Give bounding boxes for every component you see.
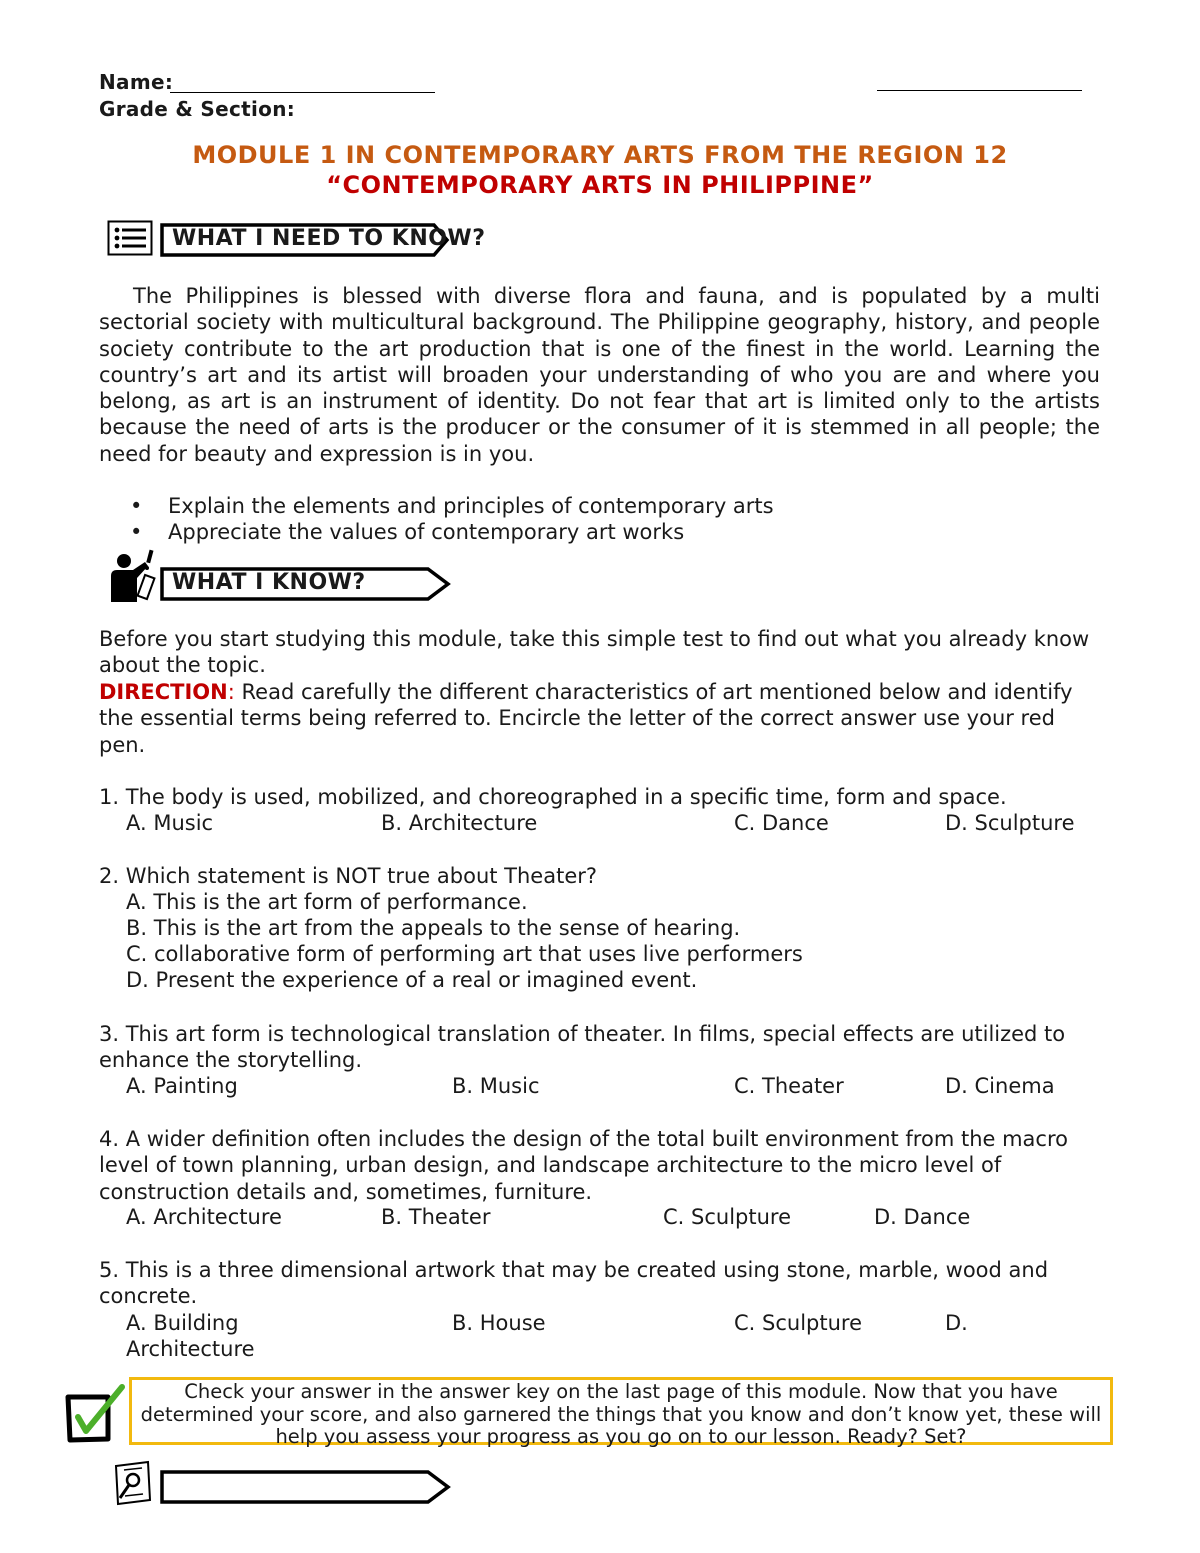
q1-option-b[interactable]: B. Architecture (381, 811, 538, 835)
question-3: 3. This art form is technological translation of theater. In films, special effects are utilized to enhance the storytelling. (99, 1022, 1066, 1073)
q5-option-b[interactable]: B. House (452, 1311, 546, 1335)
q1-option-a[interactable]: A. Music (126, 811, 214, 835)
q2-option-b[interactable]: B. This is the art from the appeals to the sense of hearing. (126, 916, 741, 940)
question-1: 1. The body is used, mobilized, and choreographed in a specific time, form and space. (99, 785, 1007, 809)
q2-option-a[interactable]: A. This is the art form of performance. (126, 890, 528, 914)
question-4: 4. A wider definition often includes the design of the total built environment from the macro level of town planning, urban design, and landscape architecture to the micro level of construction details and, sometimes, furniture. (99, 1127, 1068, 1204)
q4-option-b[interactable]: B. Theater (381, 1205, 491, 1229)
direction-label: DIRECTION (99, 680, 228, 704)
q4-option-a[interactable]: A. Architecture (126, 1205, 282, 1229)
q5-option-d[interactable]: D. (945, 1311, 968, 1335)
q4-option-c[interactable]: C. Sculpture (663, 1205, 791, 1229)
list-icon (107, 220, 153, 256)
section-banner-what-i-know (160, 567, 460, 599)
section-banner-next (160, 1470, 460, 1502)
direction-colon: : (227, 680, 235, 704)
objectives-list (130, 493, 774, 546)
q2-option-d[interactable]: D. Present the experience of a real or imagined event. (126, 968, 698, 992)
module-subtitle: “CONTEMPORARY ARTS IN PHILIPPINE” (326, 171, 874, 199)
section-heading: WHAT I KNOW? (172, 570, 366, 595)
q5-option-c[interactable]: C. Sculpture (734, 1311, 862, 1335)
grade-section-label: Grade & Section: (99, 97, 296, 121)
intro-paragraph: The Philippines is blessed with diverse flora and fauna, and is populated by a multi sectorial society with multicultural background. The Philippine geography, history, and people society contribute to the art production that is one of the finest in the world. Learning the country’s art and its artist will broaden your understanding of who you are and where you belong, as art is an instrument of identity. Do not fear that art is limited only to the artists because the need of arts is the producer or the consumer of it is stemmed in all people; the need for beauty and expression is in you. (99, 284, 1100, 466)
checkbox-icon (64, 1383, 128, 1443)
question-2: 2. Which statement is NOT true about Theater? (99, 864, 598, 888)
list-item: • Explain the elements and principles of contemporary arts (130, 493, 774, 519)
list-item: • Appreciate the values of contemporary art works (130, 519, 774, 545)
q3-option-a[interactable]: A. Painting (126, 1074, 238, 1098)
q4-option-d[interactable]: D. Dance (874, 1205, 971, 1229)
q5-option-a[interactable]: A. Building (126, 1311, 239, 1335)
question-5: 5. This is a three dimensional artwork that may be created using stone, marble, wood and concrete. (99, 1258, 1049, 1309)
test-intro: Before you start studying this module, take this simple test to find out what you already know about the topic. (99, 627, 1090, 678)
q3-option-c[interactable]: C. Theater (734, 1074, 844, 1098)
q1-option-d[interactable]: D. Sculpture (945, 811, 1075, 835)
q3-option-b[interactable]: B. Music (452, 1074, 540, 1098)
section-banner-need-to-know (160, 223, 520, 255)
q3-option-d[interactable]: D. Cinema (945, 1074, 1055, 1098)
q1-option-c[interactable]: C. Dance (734, 811, 829, 835)
module-title: MODULE 1 IN CONTEMPORARY ARTS FROM THE REGION 12 (192, 141, 1008, 169)
q5-option-d-continued: Architecture (126, 1337, 255, 1361)
teacher-icon (107, 548, 157, 604)
date-line[interactable] (877, 90, 1082, 91)
answer-key-note: Check your answer in the answer key on the last page of this module. Now that you have determined your score, and also garnered the things that you know and don’t know yet, these will help you assess your progress as you go on to our lesson. Ready? Set? (129, 1377, 1113, 1445)
q2-option-c[interactable]: C. collaborative form of performing art that uses live performers (126, 942, 803, 966)
name-line[interactable] (170, 92, 435, 93)
section-heading: WHAT I NEED TO KNOW? (172, 226, 486, 251)
direction-text: Read carefully the different characteristics of art mentioned below and identify the essential terms being referred to. Encircle the letter of the correct answer use your red pen. (99, 680, 1073, 757)
direction-paragraph (99, 679, 1100, 758)
magnifier-note-icon (108, 1460, 154, 1506)
name-label: Name: (99, 70, 174, 94)
